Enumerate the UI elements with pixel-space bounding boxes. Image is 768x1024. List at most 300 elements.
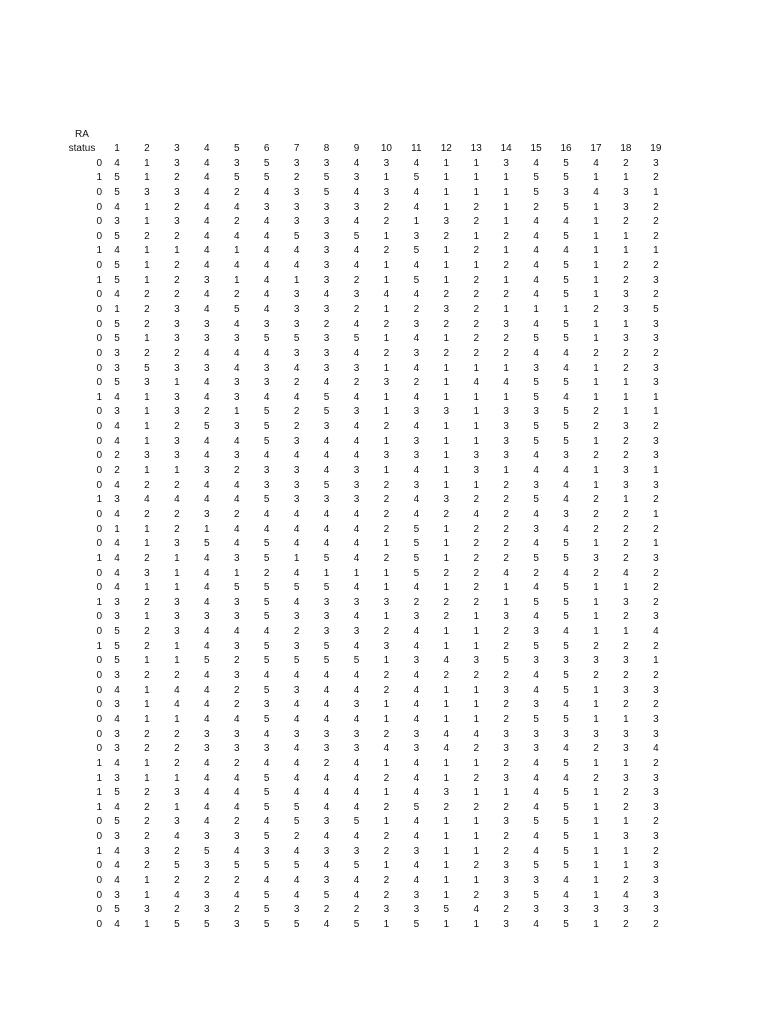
table-cell: 3 — [353, 406, 360, 418]
table-cell: 3 — [503, 816, 509, 828]
table-cell: 4 — [353, 889, 360, 901]
table-cell: 2 — [144, 728, 150, 740]
table-cell: 5 — [263, 904, 270, 916]
table-cell: 3 — [413, 230, 420, 242]
header-col: 2 — [144, 143, 150, 155]
table-cell: 3 — [174, 333, 180, 345]
table-cell: 2 — [233, 699, 240, 711]
table-cell: 3 — [174, 391, 180, 403]
table-cell: 2 — [653, 640, 659, 652]
table-cell: 2 — [383, 670, 390, 682]
table-cell: 3 — [533, 655, 539, 667]
table-cell: 2 — [503, 260, 509, 272]
table-cell: 5 — [114, 904, 120, 916]
table-cell: 1 — [593, 626, 599, 638]
table-cell: 4 — [413, 787, 420, 799]
table-cell: 4 — [323, 860, 330, 872]
table-cell: 1 — [443, 377, 450, 389]
table-cell: 4 — [204, 582, 210, 594]
table-row — [62, 522, 671, 537]
table-row — [62, 229, 671, 244]
table-row — [62, 625, 671, 640]
table-cell: 4 — [323, 772, 330, 784]
table-cell: 1 — [413, 216, 420, 228]
table-cell: 5 — [263, 421, 270, 433]
table-cell: 4 — [204, 801, 210, 813]
table-cell: 1 — [443, 860, 450, 872]
table-cell: 2 — [144, 860, 150, 872]
table-cell: 3 — [653, 787, 659, 799]
table-cell: 5 — [114, 787, 120, 799]
table-cell: 1 — [144, 757, 150, 769]
table-cell: 3 — [174, 362, 180, 374]
table-cell: 5 — [563, 831, 569, 843]
table-row — [62, 303, 671, 318]
table-cell: 2 — [503, 713, 509, 725]
table-cell: 5 — [533, 494, 539, 506]
table-cell: 2 — [623, 801, 629, 813]
table-cell: 4 — [353, 582, 360, 594]
table-cell: 5 — [563, 552, 569, 564]
table-row — [62, 815, 671, 830]
table-cell: 3 — [323, 728, 330, 740]
table-cell: 1 — [473, 874, 479, 886]
table-cell: 5 — [353, 655, 360, 667]
table-cell: 4 — [413, 465, 420, 477]
table-cell: 3 — [623, 904, 629, 916]
ra-status-cell: 1 — [96, 552, 102, 564]
table-cell: 3 — [623, 304, 629, 315]
table-cell: 4 — [204, 757, 210, 769]
table-cell: 2 — [144, 304, 150, 315]
table-cell: 4 — [233, 362, 240, 374]
table-cell: 4 — [353, 831, 360, 843]
table-cell: 3 — [204, 904, 210, 916]
table-cell: 5 — [563, 274, 569, 286]
table-cell: 1 — [473, 479, 479, 491]
table-cell: 3 — [413, 889, 420, 901]
table-cell: 4 — [323, 508, 330, 520]
table-row — [62, 918, 671, 933]
table-cell: 3 — [653, 684, 659, 696]
table-cell: 3 — [204, 362, 210, 374]
table-cell: 2 — [503, 801, 509, 813]
table-cell: 4 — [293, 596, 300, 608]
table-cell: 2 — [473, 552, 479, 564]
table-cell: 1 — [593, 479, 599, 491]
table-cell: 3 — [323, 611, 330, 623]
table-cell: 2 — [174, 347, 180, 359]
table-cell: 1 — [473, 699, 479, 711]
table-cell: 3 — [623, 596, 629, 608]
table-cell: 2 — [204, 874, 210, 886]
table-cell: 4 — [233, 318, 240, 330]
table-cell: 2 — [623, 274, 629, 286]
table-cell: 3 — [503, 684, 509, 696]
table-row — [62, 844, 671, 859]
table-cell: 2 — [144, 743, 150, 755]
table-cell: 3 — [563, 728, 569, 740]
table-cell: 4 — [114, 245, 120, 257]
table-cell: 3 — [233, 391, 240, 403]
table-cell: 2 — [623, 260, 629, 272]
table-cell: 1 — [383, 274, 390, 286]
table-cell: 3 — [563, 655, 569, 667]
table-cell: 1 — [473, 640, 479, 652]
table-cell: 5 — [533, 377, 539, 389]
table-cell: 4 — [204, 684, 210, 696]
table-cell: 3 — [533, 406, 539, 418]
table-cell: 2 — [473, 860, 479, 872]
ra-status-cell: 1 — [96, 596, 102, 608]
table-cell: 2 — [383, 772, 390, 784]
table-cell: 4 — [653, 626, 659, 638]
data-table — [62, 127, 671, 932]
table-cell: 2 — [233, 904, 240, 916]
table-cell: 5 — [323, 391, 330, 403]
table-cell: 4 — [593, 157, 599, 169]
table-cell: 4 — [323, 801, 330, 813]
table-cell: 4 — [533, 684, 539, 696]
table-cell: 1 — [383, 304, 390, 315]
table-row — [62, 610, 671, 625]
table-cell: 5 — [533, 186, 539, 198]
table-cell: 5 — [204, 655, 210, 667]
ra-status-cell: 0 — [96, 538, 102, 550]
table-cell: 4 — [563, 743, 569, 755]
table-cell: 3 — [233, 377, 240, 389]
table-cell: 1 — [144, 245, 150, 257]
table-cell: 3 — [263, 362, 270, 374]
table-cell: 4 — [323, 523, 330, 535]
table-cell: 5 — [353, 230, 360, 242]
table-cell: 3 — [413, 845, 420, 857]
table-cell: 4 — [263, 391, 270, 403]
table-cell: 1 — [623, 713, 629, 725]
table-cell: 4 — [353, 538, 360, 550]
table-cell: 1 — [623, 494, 629, 506]
table-cell: 5 — [323, 889, 330, 901]
table-cell: 1 — [593, 918, 599, 930]
table-cell: 5 — [114, 318, 120, 330]
table-cell: 4 — [204, 787, 210, 799]
table-cell: 4 — [114, 157, 120, 169]
table-cell: 4 — [533, 157, 539, 169]
table-cell: 3 — [293, 318, 300, 330]
table-cell: 5 — [533, 889, 539, 901]
table-cell: 4 — [263, 186, 270, 198]
table-cell: 3 — [353, 626, 360, 638]
table-cell: 2 — [473, 596, 479, 608]
table-cell: 4 — [533, 787, 539, 799]
table-cell: 1 — [174, 567, 180, 579]
table-cell: 4 — [533, 772, 539, 784]
table-cell: 4 — [353, 157, 360, 169]
table-cell: 1 — [473, 406, 479, 418]
table-cell: 2 — [503, 347, 509, 359]
table-cell: 3 — [323, 304, 330, 315]
table-cell: 1 — [593, 860, 599, 872]
table-cell: 4 — [204, 186, 210, 198]
table-cell: 3 — [114, 728, 120, 740]
table-cell: 1 — [593, 889, 599, 901]
table-row — [62, 273, 671, 288]
table-cell: 1 — [144, 465, 150, 477]
table-cell: 4 — [204, 596, 210, 608]
table-cell: 3 — [293, 684, 300, 696]
table-cell: 1 — [473, 391, 479, 403]
table-cell: 2 — [593, 406, 599, 418]
table-cell: 1 — [323, 567, 330, 579]
table-cell: 3 — [443, 216, 450, 228]
table-cell: 3 — [293, 728, 300, 740]
table-cell: 1 — [623, 582, 629, 594]
table-cell: 4 — [114, 552, 120, 564]
table-cell: 2 — [144, 347, 150, 359]
table-cell: 2 — [383, 684, 390, 696]
table-cell: 3 — [204, 465, 210, 477]
table-cell: 3 — [533, 743, 539, 755]
table-cell: 4 — [293, 260, 300, 272]
table-cell: 2 — [623, 552, 629, 564]
table-cell: 2 — [233, 757, 240, 769]
table-cell: 3 — [413, 435, 420, 447]
table-cell: 1 — [503, 216, 509, 228]
table-cell: 2 — [233, 465, 240, 477]
ra-status-cell: 1 — [96, 391, 102, 403]
table-cell: 3 — [653, 611, 659, 623]
table-cell: 4 — [353, 391, 360, 403]
table-cell: 4 — [413, 684, 420, 696]
table-cell: 3 — [114, 611, 120, 623]
table-cell: 1 — [174, 801, 180, 813]
table-cell: 4 — [233, 347, 240, 359]
table-cell: 1 — [174, 377, 180, 389]
table-cell: 1 — [114, 304, 120, 315]
ra-status-cell: 1 — [96, 801, 102, 813]
header-col: 8 — [323, 143, 330, 155]
table-cell: 4 — [263, 670, 270, 682]
ra-status-cell: 0 — [96, 479, 102, 491]
ra-status-cell: 0 — [96, 567, 102, 579]
table-cell: 4 — [563, 567, 569, 579]
table-cell: 4 — [413, 670, 420, 682]
table-cell: 2 — [413, 304, 420, 315]
table-cell: 1 — [593, 845, 599, 857]
table-cell: 1 — [353, 567, 360, 579]
table-cell: 4 — [533, 845, 539, 857]
table-cell: 1 — [623, 757, 629, 769]
table-cell: 2 — [653, 699, 659, 711]
table-cell: 4 — [533, 465, 539, 477]
table-cell: 3 — [174, 186, 180, 198]
table-cell: 3 — [114, 494, 120, 506]
table-cell: 4 — [204, 816, 210, 828]
table-cell: 1 — [443, 435, 450, 447]
table-cell: 2 — [653, 216, 659, 228]
table-cell: 2 — [593, 421, 599, 433]
table-cell: 5 — [533, 172, 539, 184]
table-cell: 1 — [503, 391, 509, 403]
header-col: 1 — [114, 143, 120, 155]
table-cell: 3 — [233, 552, 240, 564]
table-cell: 4 — [204, 391, 210, 403]
table-cell: 2 — [383, 831, 390, 843]
table-row — [62, 639, 671, 654]
table-row — [62, 156, 671, 171]
ra-status-cell: 0 — [96, 816, 102, 828]
table-cell: 3 — [323, 494, 330, 506]
table-cell: 1 — [443, 479, 450, 491]
table-cell: 3 — [653, 772, 659, 784]
table-cell: 4 — [413, 831, 420, 843]
table-cell: 5 — [563, 787, 569, 799]
table-cell: 3 — [174, 626, 180, 638]
table-cell: 1 — [443, 640, 450, 652]
table-cell: 1 — [473, 157, 479, 169]
table-cell: 1 — [623, 172, 629, 184]
table-cell: 1 — [443, 889, 450, 901]
table-cell: 2 — [323, 318, 330, 330]
ra-status-cell: 0 — [96, 508, 102, 520]
table-cell: 5 — [563, 406, 569, 418]
table-cell: 2 — [174, 508, 180, 520]
table-cell: 3 — [653, 860, 659, 872]
table-cell: 2 — [443, 596, 450, 608]
table-cell: 2 — [443, 508, 450, 520]
table-cell: 1 — [503, 465, 509, 477]
table-cell: 5 — [443, 904, 450, 916]
table-cell: 4 — [353, 347, 360, 359]
table-cell: 5 — [233, 860, 240, 872]
table-cell: 3 — [623, 289, 629, 301]
table-cell: 1 — [114, 523, 120, 535]
table-cell: 1 — [593, 245, 599, 257]
table-row — [62, 200, 671, 215]
ra-status-cell: 1 — [96, 845, 102, 857]
table-cell: 1 — [623, 230, 629, 242]
table-cell: 5 — [563, 435, 569, 447]
table-cell: 3 — [533, 626, 539, 638]
table-cell: 2 — [473, 216, 479, 228]
table-cell: 3 — [413, 406, 420, 418]
table-cell: 3 — [204, 333, 210, 345]
table-cell: 4 — [233, 523, 240, 535]
table-cell: 2 — [144, 479, 150, 491]
table-cell: 5 — [263, 406, 270, 418]
table-cell: 3 — [503, 889, 509, 901]
table-cell: 4 — [323, 787, 330, 799]
table-cell: 4 — [204, 494, 210, 506]
table-cell: 1 — [174, 245, 180, 257]
table-cell: 4 — [323, 289, 330, 301]
table-cell: 1 — [443, 186, 450, 198]
table-row — [62, 244, 671, 259]
table-cell: 2 — [473, 494, 479, 506]
table-cell: 2 — [174, 874, 180, 886]
table-cell: 2 — [503, 479, 509, 491]
table-cell: 3 — [563, 904, 569, 916]
table-cell: 1 — [174, 582, 180, 594]
table-cell: 5 — [293, 918, 300, 930]
table-cell: 4 — [413, 640, 420, 652]
table-cell: 4 — [293, 391, 300, 403]
table-cell: 1 — [443, 523, 450, 535]
table-row — [62, 669, 671, 684]
table-cell: 5 — [563, 157, 569, 169]
table-cell: 1 — [144, 523, 150, 535]
header-col: 19 — [650, 143, 662, 155]
table-cell: 3 — [174, 435, 180, 447]
table-cell: 4 — [413, 860, 420, 872]
table-cell: 4 — [413, 391, 420, 403]
ra-status-cell: 1 — [96, 772, 102, 784]
table-cell: 3 — [293, 640, 300, 652]
table-cell: 4 — [533, 831, 539, 843]
table-cell: 1 — [653, 245, 659, 257]
header-col: 15 — [530, 143, 542, 155]
table-cell: 4 — [353, 186, 360, 198]
table-cell: 3 — [293, 494, 300, 506]
table-cell: 5 — [413, 918, 420, 930]
table-cell: 4 — [563, 479, 569, 491]
table-cell: 5 — [293, 655, 300, 667]
table-cell: 3 — [623, 831, 629, 843]
table-cell: 1 — [503, 172, 509, 184]
table-cell: 1 — [144, 918, 150, 930]
table-cell: 2 — [473, 318, 479, 330]
table-cell: 5 — [533, 435, 539, 447]
table-cell: 4 — [323, 435, 330, 447]
table-cell: 1 — [443, 450, 450, 462]
table-cell: 5 — [263, 918, 270, 930]
table-cell: 1 — [383, 816, 390, 828]
ra-status-cell: 0 — [96, 406, 102, 418]
table-cell: 4 — [623, 889, 629, 901]
table-cell: 3 — [233, 728, 240, 740]
table-cell: 3 — [204, 318, 210, 330]
table-cell: 4 — [204, 172, 210, 184]
table-cell: 2 — [473, 538, 479, 550]
table-cell: 2 — [623, 538, 629, 550]
table-cell: 3 — [174, 596, 180, 608]
table-cell: 4 — [353, 713, 360, 725]
table-cell: 1 — [233, 245, 240, 257]
table-cell: 3 — [114, 831, 120, 843]
table-cell: 4 — [533, 318, 539, 330]
table-cell: 4 — [204, 772, 210, 784]
table-cell: 5 — [563, 611, 569, 623]
table-cell: 1 — [174, 465, 180, 477]
table-cell: 4 — [233, 494, 240, 506]
ra-status-cell: 0 — [96, 860, 102, 872]
table-cell: 3 — [174, 157, 180, 169]
table-cell: 1 — [443, 157, 450, 169]
table-body — [62, 156, 671, 932]
table-cell: 4 — [204, 216, 210, 228]
table-cell: 2 — [593, 523, 599, 535]
table-cell: 3 — [323, 874, 330, 886]
ra-status-cell: 1 — [96, 172, 102, 184]
table-cell: 2 — [473, 274, 479, 286]
table-cell: 5 — [174, 860, 180, 872]
table-cell: 5 — [263, 494, 270, 506]
table-cell: 2 — [233, 816, 240, 828]
table-row — [62, 332, 671, 347]
table-cell: 4 — [353, 684, 360, 696]
table-cell: 2 — [593, 640, 599, 652]
table-cell: 1 — [593, 787, 599, 799]
